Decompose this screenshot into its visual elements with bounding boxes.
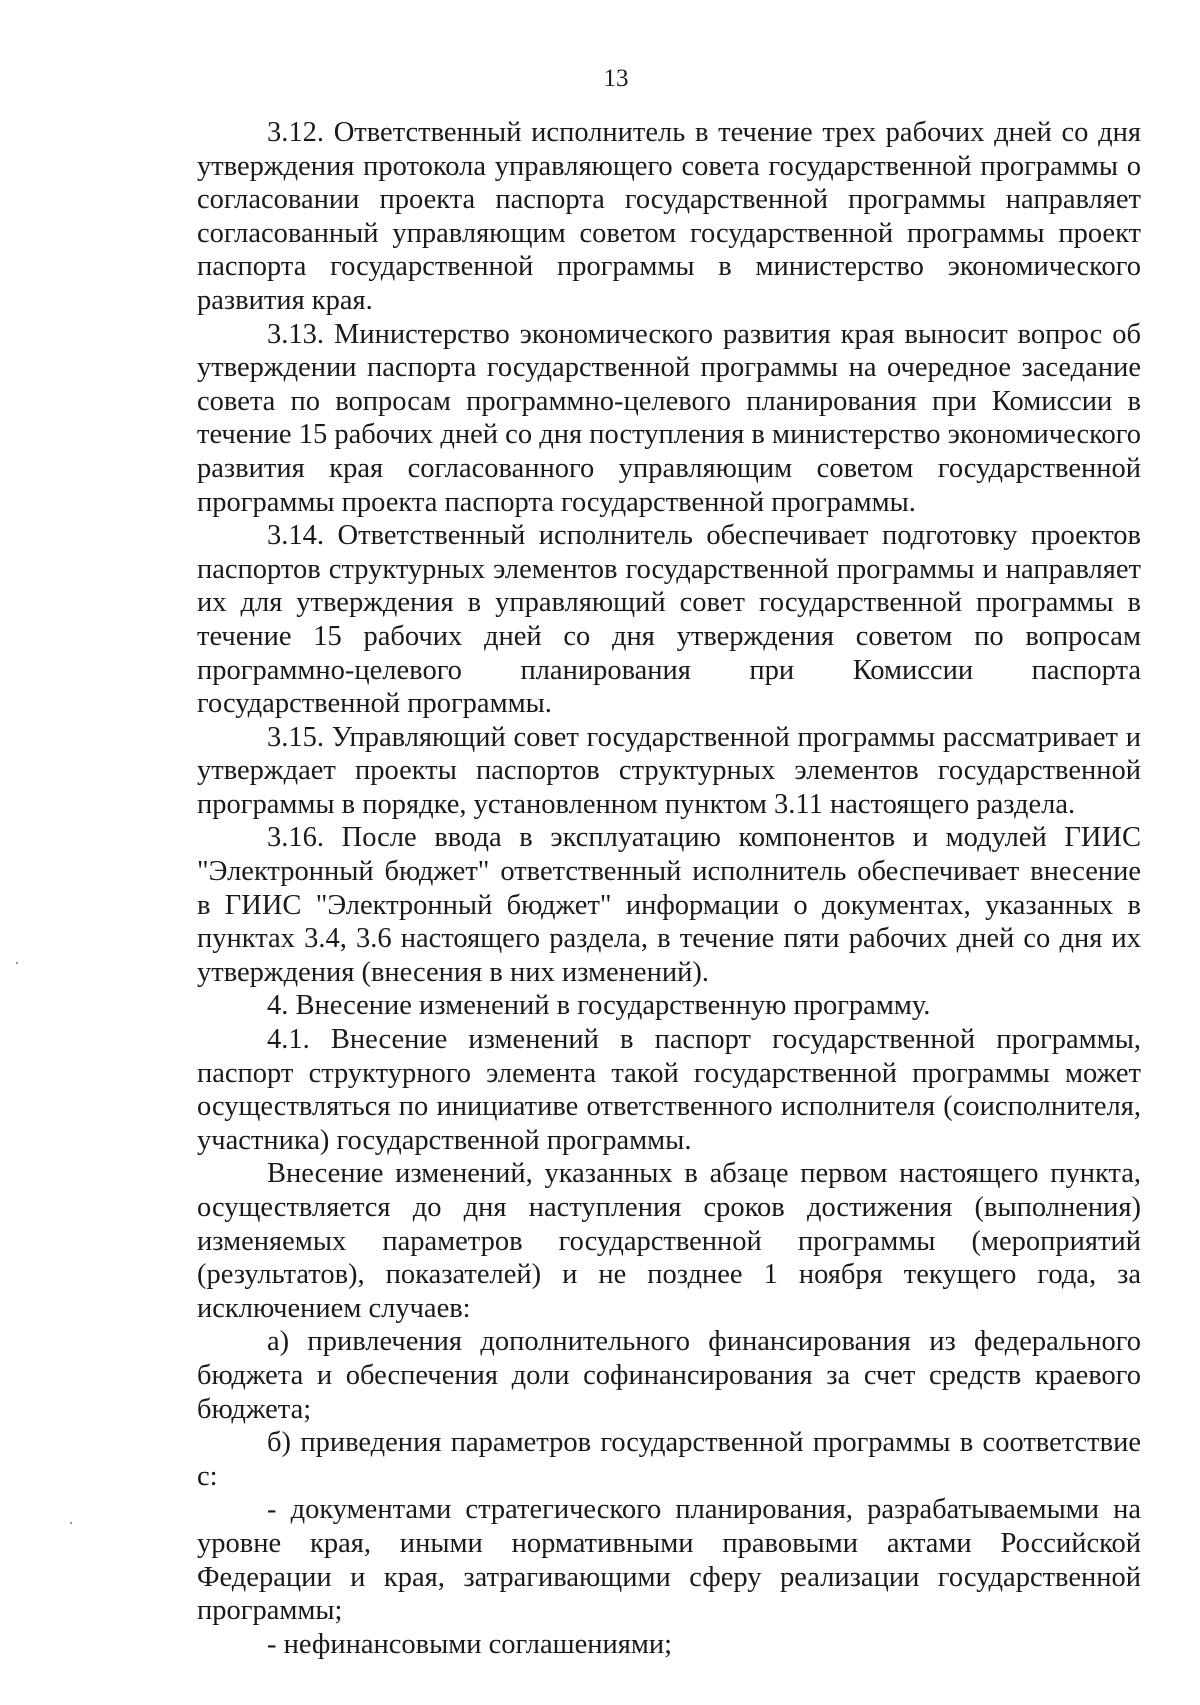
section-heading-4: 4. Внесение изменений в государственную программу. bbox=[267, 990, 931, 1022]
list-item-a: а) привлечения дополнительного финансирования из федерального бюджета и обеспечения доли софинансирования за счет средств краевого бюджета; bbox=[197, 1326, 1141, 1425]
paragraph-3-14: 3.14. Ответственный исполнитель обеспечивает подготовку проектов паспортов структурных элементов государственной программы и направляет их для утверждения в управляющий совет государственной программы в течение 15 рабочих дней со дня утверждения советом по вопросам программно-целевого планирования при Комиссии паспорта государственной программы. bbox=[197, 520, 1141, 720]
paragraph-3-16: 3.16. После ввода в эксплуатацию компонентов и модулей ГИИС "Электронный бюджет" ответственный исполнитель обеспечивает внесение в ГИИС "Электронный бюджет" информации о документах, указанных в пунктах 3.4, 3.6 настоящего раздела, в течение пяти рабочих дней со дня их утверждения (внесения в них изменений). bbox=[197, 822, 1141, 988]
list-item-b: б) приведения параметров государственной программы в соответствие с: bbox=[197, 1427, 1141, 1492]
paragraph-3-12: 3.12. Ответственный исполнитель в течение трех рабочих дней со дня утверждения протокола управляющего совета государственной программы о согласовании проекта паспорта государственной программы направляет согласованный управляющим советом государственной программы проект паспорта государственной программы в министерство экономического развития края. bbox=[197, 117, 1141, 316]
sub-item-nonfinancial-agreements: - нефинансовыми соглашениями; bbox=[267, 1628, 673, 1660]
paragraph-3-13: 3.13. Министерство экономического развития края выносит вопрос об утверждении паспорта государственной программы на очередное заседание совета по вопросам программно-целевого планирования при Комиссии в течение 15 рабочих дней со дня поступления в министерство экономического развития края согласованного управляющим советом государственной программы проекта паспорта государственной программы. bbox=[197, 318, 1141, 518]
document-body bbox=[197, 116, 1141, 1661]
paragraph-4-1: 4.1. Внесение изменений в паспорт государственной программы, паспорт структурного элемента такой государственной программы может осуществляться по инициативе ответственного исполнителя (соисполнителя, участника) государственной программы. bbox=[197, 1024, 1141, 1156]
page-number: 13 bbox=[603, 65, 629, 92]
paragraph-4-1-second: Внесение изменений, указанных в абзаце первом настоящего пункта, осуществляется до дня наступления сроков достижения (выполнения) изменяемых параметров государственной программы (мероприятий (результатов), показателей) и не позднее 1 ноября текущего года, за исключением случаев: bbox=[197, 1158, 1141, 1324]
scan-speck bbox=[70, 1522, 72, 1524]
paragraph-3-15: 3.15. Управляющий совет государственной программы рассматривает и утверждает проекты паспортов структурных элементов государственной программы в порядке, установленном пунктом 3.11 настоящего раздела. bbox=[197, 721, 1141, 820]
scan-speck bbox=[16, 962, 18, 964]
sub-item-strategic-documents: - документами стратегического планирования, разрабатываемыми на уровне края, иными нормативными правовыми актами Российской Федерации и края, затрагивающими сферу реализации государственной программы; bbox=[197, 1494, 1141, 1627]
